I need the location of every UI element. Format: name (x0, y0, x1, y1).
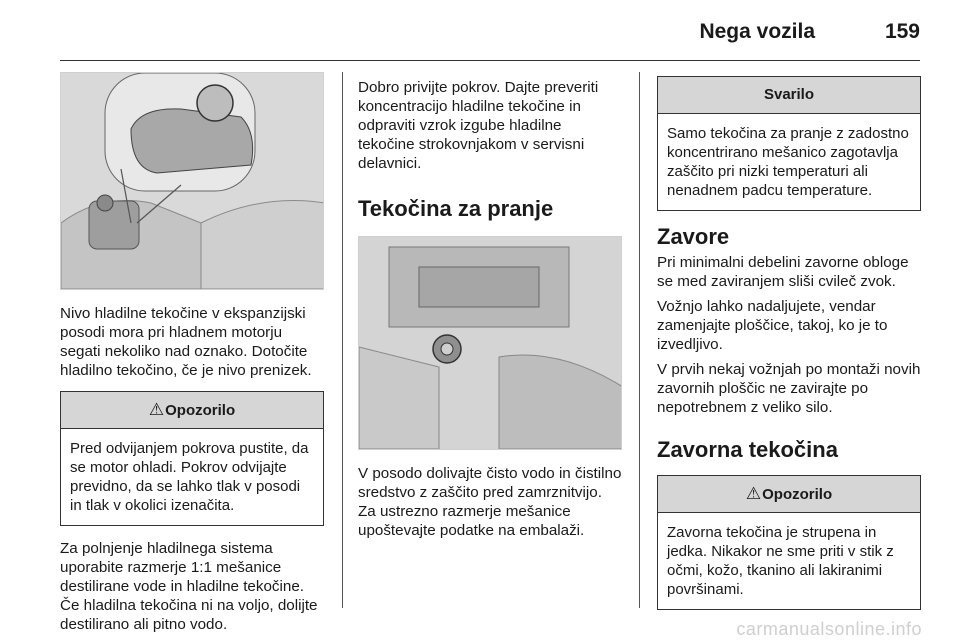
washer-reservoir-illustration (358, 236, 622, 450)
warning-title: Opozorilo (165, 402, 236, 419)
caution-box-header: Svarilo (658, 77, 920, 114)
washer-fluid-heading: Tekočina za pranje (358, 196, 554, 221)
coolant-reservoir-illustration (60, 72, 324, 290)
warning-body: Pred odvijanjem pokrova pustite, da se motor ohladi. Pokrov odvijajte previdno, da se lahko tlak v posodi in tlak v okolici izenačita. (70, 440, 309, 514)
brakes-text-1: Pri minimalni debelini zavorne obloge se med zaviranjem sliši cvileč zvok. (657, 254, 909, 290)
warning-triangle-icon: ⚠ (148, 400, 165, 419)
watermark: carmanualsonline.info (736, 619, 922, 639)
brakes-text-2: Vožnjo lahko nadaljujete, vendar zamenjajte ploščice, takoj, ko je to izvedljivo. (657, 298, 888, 353)
warning-title: Opozorilo (762, 486, 833, 503)
washer-reservoir-drawing (359, 237, 622, 449)
caution-body: Samo tekočina za pranje z zadostno koncentrirano mešanico zagotavlja zaščito pri nizki temperaturi ali nenadnem padcu temperature. (667, 125, 909, 199)
coolant-fill-text: Za polnjenje hladilnega sistema uporabite razmerje 1:1 mešanice destilirane vode in hladilne tekočine. Če hladilna tekočina ni na voljo, dolijte destilirano ali pitno vodo. (60, 540, 318, 633)
brakes-heading: Zavore (657, 224, 730, 249)
column-3 (657, 72, 921, 610)
warning-box-header (61, 392, 323, 429)
warning-box-header (658, 476, 920, 513)
brake-fluid-warning-body: Zavorna tekočina je strupena in jedka. Nikakor ne sme priti v stik z očmi, kožo, tkanino ali lakiranimi površinami. (667, 524, 894, 598)
warning-box-coolant (60, 391, 324, 526)
coolant-reservoir-drawing (61, 73, 324, 289)
column-divider-1 (342, 72, 343, 608)
column-2 (358, 72, 622, 540)
brakes-text-3: V prvih nekaj vožnjah po montaži novih zavornih ploščic ne zavirajte po nepotrebnem z veliko silo. (657, 361, 921, 416)
coolant-level-text: Nivo hladilne tekočine v ekspanzijski posodi mora pri hladnem motorju segati nekoliko nad oznako. Dotočite hladilno tekočino, če je nivo prenizek. (60, 305, 312, 379)
warning-box-brake-fluid (657, 475, 921, 610)
section-title: Nega vozila (699, 20, 815, 43)
brake-fluid-heading: Zavorna tekočina (657, 437, 838, 462)
column-divider-2 (639, 72, 640, 608)
column-1 (60, 72, 324, 634)
caution-box-washer (657, 76, 921, 211)
washer-fluid-text: V posodo dolivajte čisto vodo in čistilno sredstvo z zaščito pred zamrznitvijo. Za ustrezno razmerje mešanice upoštevajte podatke na embalaži. (358, 465, 622, 539)
cap-text: Dobro privijte pokrov. Dajte preveriti koncentracijo hladilne tekočine in odpraviti vzrok izgube hladilne tekočine strokovnjakom v servisni delavnici. (358, 79, 599, 172)
header-rule (60, 60, 920, 61)
page-number: 159 (884, 20, 920, 43)
warning-triangle-icon: ⚠ (745, 484, 762, 503)
